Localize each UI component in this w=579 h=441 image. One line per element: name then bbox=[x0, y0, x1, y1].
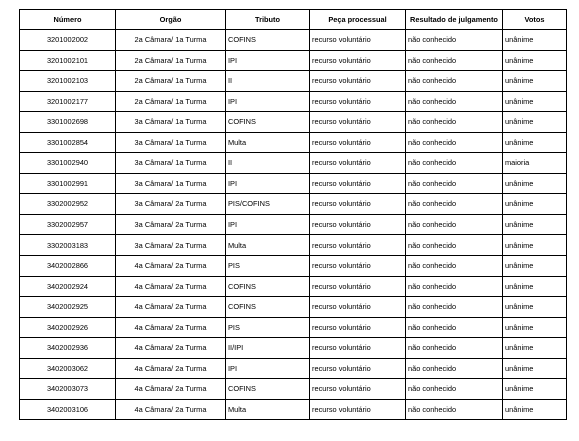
header-votos: Votos bbox=[503, 10, 567, 30]
table-row bbox=[20, 112, 567, 133]
cell-tributo: COFINS bbox=[226, 112, 310, 133]
judgments-table bbox=[19, 9, 567, 420]
cell-peca-processual: recurso voluntário bbox=[310, 235, 406, 256]
table-row bbox=[20, 235, 567, 256]
cell-tributo: II bbox=[226, 71, 310, 92]
cell-numero: 3201002002 bbox=[20, 30, 116, 51]
cell-orgao: 4a Câmara/ 2a Turma bbox=[116, 297, 226, 318]
cell-peca-processual: recurso voluntário bbox=[310, 214, 406, 235]
cell-orgao: 3a Câmara/ 2a Turma bbox=[116, 214, 226, 235]
cell-numero: 3402002936 bbox=[20, 338, 116, 359]
cell-tributo: PIS bbox=[226, 256, 310, 277]
cell-orgao: 3a Câmara/ 2a Turma bbox=[116, 235, 226, 256]
cell-orgao: 4a Câmara/ 2a Turma bbox=[116, 256, 226, 277]
cell-orgao: 2a Câmara/ 1a Turma bbox=[116, 91, 226, 112]
cell-resultado: não conhecido bbox=[406, 317, 503, 338]
table-row bbox=[20, 317, 567, 338]
cell-peca-processual: recurso voluntário bbox=[310, 112, 406, 133]
cell-votos: unânime bbox=[503, 112, 567, 133]
cell-resultado: não conhecido bbox=[406, 30, 503, 51]
cell-orgao: 2a Câmara/ 1a Turma bbox=[116, 30, 226, 51]
cell-tributo: COFINS bbox=[226, 30, 310, 51]
cell-peca-processual: recurso voluntário bbox=[310, 132, 406, 153]
cell-resultado: não conhecido bbox=[406, 358, 503, 379]
cell-numero: 3402003106 bbox=[20, 399, 116, 420]
cell-votos: unânime bbox=[503, 173, 567, 194]
cell-tributo: IPI bbox=[226, 358, 310, 379]
cell-resultado: não conhecido bbox=[406, 112, 503, 133]
cell-tributo: IPI bbox=[226, 214, 310, 235]
table-row bbox=[20, 132, 567, 153]
cell-peca-processual: recurso voluntário bbox=[310, 399, 406, 420]
cell-votos: unânime bbox=[503, 235, 567, 256]
cell-votos: unânime bbox=[503, 276, 567, 297]
cell-resultado: não conhecido bbox=[406, 214, 503, 235]
table-row bbox=[20, 173, 567, 194]
cell-numero: 3201002177 bbox=[20, 91, 116, 112]
cell-resultado: não conhecido bbox=[406, 297, 503, 318]
header-row bbox=[20, 10, 567, 30]
header-resultado-julgamento: Resultado de julgamento bbox=[406, 10, 503, 30]
cell-tributo: IPI bbox=[226, 173, 310, 194]
cell-resultado: não conhecido bbox=[406, 71, 503, 92]
cell-votos: unânime bbox=[503, 358, 567, 379]
cell-tributo: II/IPI bbox=[226, 338, 310, 359]
cell-peca-processual: recurso voluntário bbox=[310, 276, 406, 297]
cell-resultado: não conhecido bbox=[406, 338, 503, 359]
table-row bbox=[20, 379, 567, 400]
cell-orgao: 4a Câmara/ 2a Turma bbox=[116, 379, 226, 400]
cell-tributo: Multa bbox=[226, 132, 310, 153]
cell-numero: 3402003062 bbox=[20, 358, 116, 379]
cell-tributo: COFINS bbox=[226, 297, 310, 318]
cell-peca-processual: recurso voluntário bbox=[310, 153, 406, 174]
cell-numero: 3302003183 bbox=[20, 235, 116, 256]
cell-votos: unânime bbox=[503, 214, 567, 235]
cell-numero: 3301002698 bbox=[20, 112, 116, 133]
cell-orgao: 3a Câmara/ 1a Turma bbox=[116, 173, 226, 194]
cell-peca-processual: recurso voluntário bbox=[310, 297, 406, 318]
table-row bbox=[20, 214, 567, 235]
cell-votos: unânime bbox=[503, 132, 567, 153]
cell-numero: 3301002991 bbox=[20, 173, 116, 194]
cell-resultado: não conhecido bbox=[406, 379, 503, 400]
cell-resultado: não conhecido bbox=[406, 194, 503, 215]
table-row bbox=[20, 338, 567, 359]
cell-peca-processual: recurso voluntário bbox=[310, 317, 406, 338]
cell-votos: unânime bbox=[503, 399, 567, 420]
cell-orgao: 2a Câmara/ 1a Turma bbox=[116, 71, 226, 92]
cell-orgao: 4a Câmara/ 2a Turma bbox=[116, 399, 226, 420]
cell-tributo: IPI bbox=[226, 50, 310, 71]
cell-peca-processual: recurso voluntário bbox=[310, 338, 406, 359]
cell-votos: unânime bbox=[503, 194, 567, 215]
table-row bbox=[20, 30, 567, 51]
cell-numero: 3201002101 bbox=[20, 50, 116, 71]
cell-peca-processual: recurso voluntário bbox=[310, 379, 406, 400]
cell-tributo: PIS bbox=[226, 317, 310, 338]
cell-numero: 3402002926 bbox=[20, 317, 116, 338]
table-body bbox=[20, 30, 567, 420]
cell-votos: unânime bbox=[503, 379, 567, 400]
cell-peca-processual: recurso voluntário bbox=[310, 173, 406, 194]
cell-orgao: 3a Câmara/ 1a Turma bbox=[116, 153, 226, 174]
cell-tributo: PIS/COFINS bbox=[226, 194, 310, 215]
cell-numero: 3301002854 bbox=[20, 132, 116, 153]
cell-tributo: COFINS bbox=[226, 276, 310, 297]
cell-numero: 3402002866 bbox=[20, 256, 116, 277]
cell-peca-processual: recurso voluntário bbox=[310, 194, 406, 215]
cell-votos: unânime bbox=[503, 338, 567, 359]
cell-orgao: 4a Câmara/ 2a Turma bbox=[116, 317, 226, 338]
cell-numero: 3302002957 bbox=[20, 214, 116, 235]
table-row bbox=[20, 358, 567, 379]
table-row bbox=[20, 153, 567, 174]
table-row bbox=[20, 91, 567, 112]
cell-orgao: 4a Câmara/ 2a Turma bbox=[116, 358, 226, 379]
cell-orgao: 4a Câmara/ 2a Turma bbox=[116, 276, 226, 297]
cell-votos: unânime bbox=[503, 71, 567, 92]
cell-peca-processual: recurso voluntário bbox=[310, 91, 406, 112]
cell-tributo: Multa bbox=[226, 235, 310, 256]
cell-numero: 3402002924 bbox=[20, 276, 116, 297]
header-numero: Número bbox=[20, 10, 116, 30]
cell-orgao: 3a Câmara/ 1a Turma bbox=[116, 112, 226, 133]
header-orgao: Orgão bbox=[116, 10, 226, 30]
cell-numero: 3201002103 bbox=[20, 71, 116, 92]
cell-votos: unânime bbox=[503, 297, 567, 318]
table-row bbox=[20, 50, 567, 71]
cell-resultado: não conhecido bbox=[406, 91, 503, 112]
cell-tributo: Multa bbox=[226, 399, 310, 420]
cell-votos: unânime bbox=[503, 50, 567, 71]
cell-peca-processual: recurso voluntário bbox=[310, 256, 406, 277]
cell-resultado: não conhecido bbox=[406, 50, 503, 71]
cell-resultado: não conhecido bbox=[406, 235, 503, 256]
cell-peca-processual: recurso voluntário bbox=[310, 358, 406, 379]
cell-resultado: não conhecido bbox=[406, 153, 503, 174]
cell-resultado: não conhecido bbox=[406, 399, 503, 420]
cell-numero: 3402003073 bbox=[20, 379, 116, 400]
table-row bbox=[20, 71, 567, 92]
table-row bbox=[20, 194, 567, 215]
cell-tributo: II bbox=[226, 153, 310, 174]
table-row bbox=[20, 399, 567, 420]
cell-resultado: não conhecido bbox=[406, 256, 503, 277]
cell-tributo: COFINS bbox=[226, 379, 310, 400]
table-row bbox=[20, 276, 567, 297]
cell-peca-processual: recurso voluntário bbox=[310, 71, 406, 92]
cell-orgao: 4a Câmara/ 2a Turma bbox=[116, 338, 226, 359]
cell-numero: 3302002952 bbox=[20, 194, 116, 215]
cell-resultado: não conhecido bbox=[406, 276, 503, 297]
cell-orgao: 3a Câmara/ 1a Turma bbox=[116, 132, 226, 153]
cell-orgao: 2a Câmara/ 1a Turma bbox=[116, 50, 226, 71]
cell-votos: unânime bbox=[503, 256, 567, 277]
header-peca-processual: Peça processual bbox=[310, 10, 406, 30]
cell-votos: maioria bbox=[503, 153, 567, 174]
header-tributo: Tributo bbox=[226, 10, 310, 30]
cell-votos: unânime bbox=[503, 317, 567, 338]
cell-numero: 3301002940 bbox=[20, 153, 116, 174]
cell-numero: 3402002925 bbox=[20, 297, 116, 318]
table-row bbox=[20, 256, 567, 277]
cell-tributo: IPI bbox=[226, 91, 310, 112]
table-row bbox=[20, 297, 567, 318]
cell-votos: unânime bbox=[503, 30, 567, 51]
cell-peca-processual: recurso voluntário bbox=[310, 50, 406, 71]
cell-resultado: não conhecido bbox=[406, 173, 503, 194]
cell-orgao: 3a Câmara/ 2a Turma bbox=[116, 194, 226, 215]
cell-resultado: não conhecido bbox=[406, 132, 503, 153]
cell-votos: unânime bbox=[503, 91, 567, 112]
cell-peca-processual: recurso voluntário bbox=[310, 30, 406, 51]
